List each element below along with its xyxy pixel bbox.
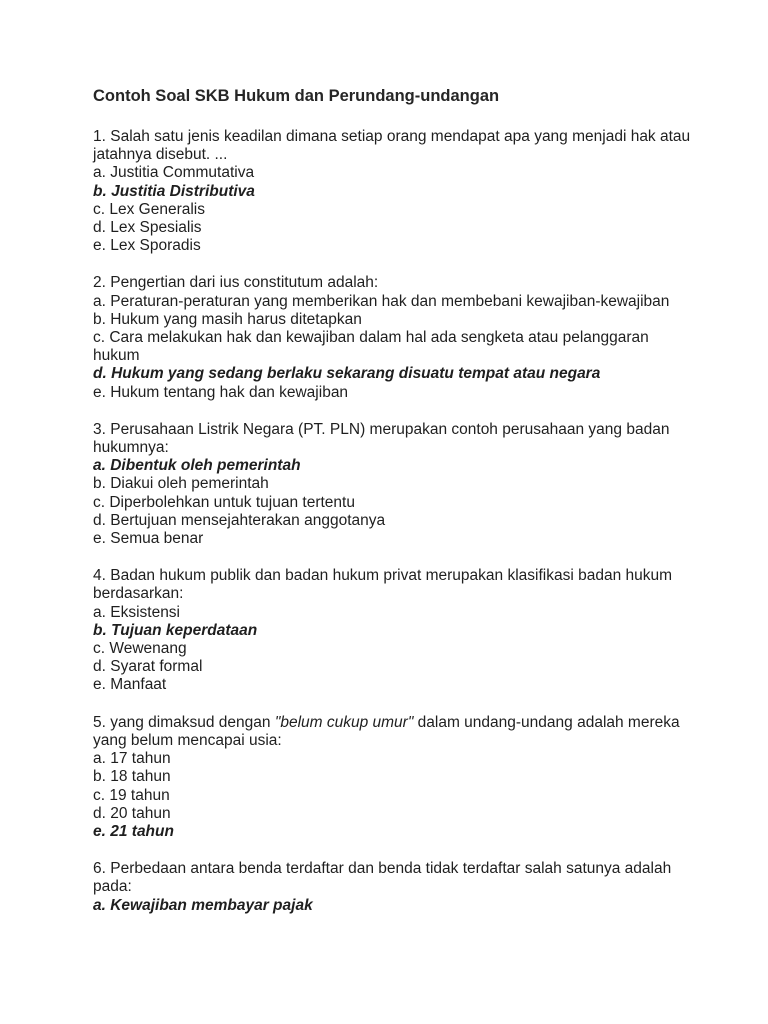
option-c: c. Cara melakukan hak dan kewajiban dalam hal ada sengketa atau pelanggaran hukum <box>93 329 649 365</box>
option-c: c. 19 tahun <box>93 786 170 804</box>
option-d: d. Syarat formal <box>93 658 203 676</box>
question-text-emphasis: "belum cukup umur" <box>274 713 414 731</box>
option-d: d. 20 tahun <box>93 804 171 822</box>
question-text: 4. Badan hukum publik dan badan hukum privat merupakan klasifikasi badan hukum berdasarkan: <box>93 567 673 603</box>
document-page <box>93 86 693 934</box>
option-a: a. 17 tahun <box>93 750 171 768</box>
option-a: a. Justitia Commutativa <box>93 164 255 182</box>
question-2 <box>93 274 693 401</box>
option-e: e. Lex Sporadis <box>93 237 201 255</box>
question-5 <box>93 714 693 841</box>
option-b: b. Hukum yang masih harus ditetapkan <box>93 310 362 328</box>
question-6 <box>93 860 693 915</box>
question-3 <box>93 421 693 548</box>
option-d: d. Lex Spesialis <box>93 219 202 237</box>
option-a: a. Peraturan-peraturan yang memberikan hak dan membebani kewajiban-kewajiban <box>93 292 670 310</box>
option-e: e. Hukum tentang hak dan kewajiban <box>93 383 349 401</box>
option-b-answer: b. Tujuan keperdataan <box>93 621 258 639</box>
question-text <box>93 714 693 750</box>
question-text: 6. Perbedaan antara benda terdaftar dan benda tidak terdaftar salah satunya adalah pada: <box>93 860 672 896</box>
option-c: c. Diperbolehkan untuk tujuan tertentu <box>93 493 355 511</box>
option-c: c. Lex Generalis <box>93 200 205 218</box>
question-4 <box>93 567 693 694</box>
question-text-start: 5. yang dimaksud dengan <box>93 713 275 731</box>
option-a: a. Eksistensi <box>93 603 181 621</box>
question-1 <box>93 128 693 255</box>
question-text: 2. Pengertian dari ius constitutum adalah: <box>93 274 379 292</box>
question-text: 3. Perusahaan Listrik Negara (PT. PLN) merupakan contoh perusahaan yang badan hukumnya: <box>93 420 670 457</box>
question-text-end: dalam undang-undang adalah mereka yang belum mencapai usia: <box>93 713 680 749</box>
option-a-answer: a. Kewajiban membayar pajak <box>93 896 313 914</box>
option-c: c. Wewenang <box>93 640 187 658</box>
option-b: b. Diakui oleh pemerintah <box>93 475 269 493</box>
document-title: Contoh Soal SKB Hukum dan Perundang-undangan <box>93 87 500 105</box>
option-a-answer: a. Dibentuk oleh pemerintah <box>93 457 301 475</box>
option-b-answer: b. Justitia Distributiva <box>93 182 255 200</box>
option-d-answer: d. Hukum yang sedang berlaku sekarang disuatu tempat atau negara <box>93 365 601 383</box>
option-e: e. Semua benar <box>93 530 204 548</box>
question-text: 1. Salah satu jenis keadilan dimana setiap orang mendapat apa yang menjadi hak atau jatahnya disebut. ... <box>93 128 691 164</box>
option-b: b. 18 tahun <box>93 768 171 786</box>
option-d: d. Bertujuan mensejahterakan anggotanya <box>93 511 386 529</box>
option-e-answer: e. 21 tahun <box>93 822 174 840</box>
option-e: e. Manfaat <box>93 676 167 694</box>
